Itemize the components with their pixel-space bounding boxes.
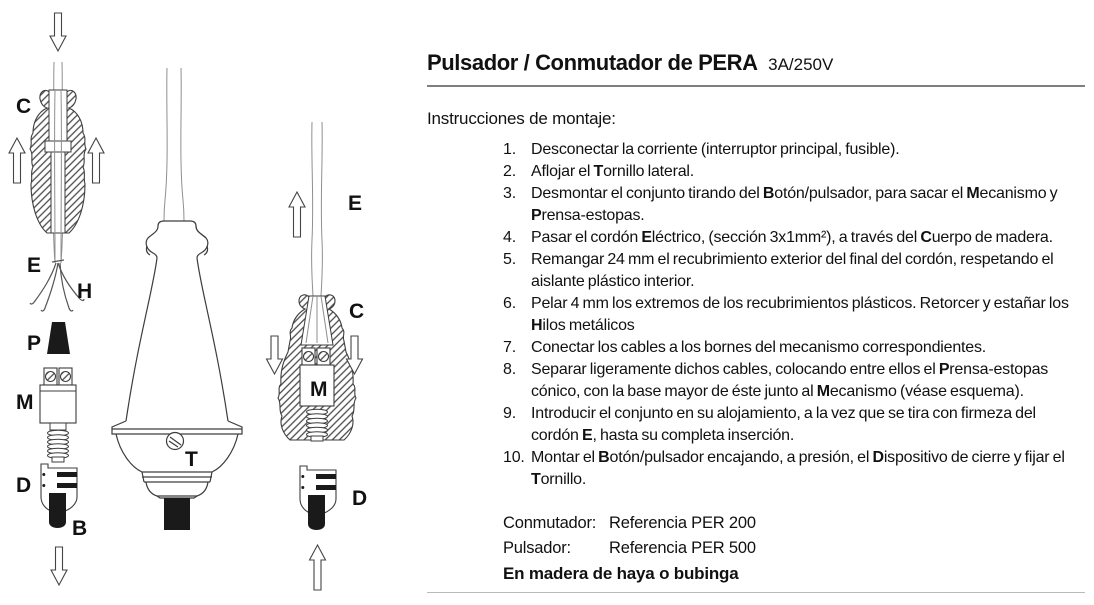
arrow-up-icon xyxy=(88,138,104,183)
arrow-up-icon xyxy=(310,545,326,590)
housing-cross-section xyxy=(278,295,356,441)
terminal-screw xyxy=(44,368,57,385)
page-title-rating: 3A/250V xyxy=(768,55,834,74)
material-note: En madera de haya o bubinga xyxy=(503,564,739,583)
pear-body-center xyxy=(112,68,242,530)
arrow-down-icon xyxy=(50,13,66,51)
reference-label: Conmutador: xyxy=(503,514,597,532)
part-label-mechanism: M xyxy=(310,378,328,401)
threaded-stem xyxy=(307,409,328,441)
exploded-view-left xyxy=(9,13,104,585)
step-number: 1. xyxy=(503,141,516,158)
step-number: 5. xyxy=(503,251,516,268)
step-text: Conectar los cables a los bornes del mecanismo correspondientes. xyxy=(531,339,987,356)
reference-label: Pulsador: xyxy=(503,539,571,557)
title-divider xyxy=(427,85,1085,87)
diagram-panel xyxy=(0,0,420,600)
step-number: 6. xyxy=(503,295,516,312)
part-label-mechanism: M xyxy=(16,391,34,414)
part-label-cap: C xyxy=(349,300,365,323)
step-text: Desmontar el conjunto tirando del Botón/pulsador, para sacar el Mecanismo y Prensa-estopas. xyxy=(531,185,1058,224)
footer-divider xyxy=(427,592,1085,593)
instruction-step xyxy=(503,249,1085,293)
step-number: 2. xyxy=(503,163,516,180)
terminal-screw xyxy=(302,348,315,365)
instruction-step xyxy=(503,161,1085,183)
exploded-view-right xyxy=(267,122,368,590)
cap-cross-section xyxy=(30,90,86,263)
step-text: Separar ligeramente dichos cables, colocando entre ellos el Prensa-estopas cónico, con la base mayor de éste junto al Mecanismo (véase esquema). xyxy=(531,361,1049,400)
content-panel xyxy=(427,0,1087,600)
reference-value: Referencia PER 500 xyxy=(609,539,756,557)
cord-drawing xyxy=(164,68,184,221)
instruction-step xyxy=(503,227,1085,249)
instruction-step xyxy=(503,183,1085,227)
part-label-cord: E xyxy=(348,192,363,215)
terminal-screw xyxy=(59,368,72,385)
title-row xyxy=(427,50,833,76)
step-number: 4. xyxy=(503,229,516,246)
part-label-cone: P xyxy=(27,332,42,355)
instruction-list xyxy=(503,139,1085,491)
arrow-up-icon xyxy=(289,192,305,237)
cap-channel xyxy=(49,90,67,141)
cap-channel-step xyxy=(45,141,71,152)
cord-drawing xyxy=(312,122,323,296)
instruction-step xyxy=(503,359,1085,403)
part-label-device: D xyxy=(16,474,32,497)
terminal-screw xyxy=(317,348,330,365)
step-text: Pasar el cordón Eléctrico, (sección 3x1mm²), a través del Cuerpo de madera. xyxy=(531,229,1053,246)
instructions-heading: Instrucciones de montaje: xyxy=(427,109,616,128)
reference-row xyxy=(503,511,756,536)
step-number: 7. xyxy=(503,339,516,356)
step-text: Introducir el conjunto en su alojamiento, a la vez que se tira con firmeza del cordón E, hasta su completa inserción. xyxy=(531,405,1036,444)
assembly-diagram xyxy=(0,0,420,600)
part-label-wires: H xyxy=(77,280,93,303)
step-number: 3. xyxy=(503,185,516,202)
part-label-cord: E xyxy=(27,254,42,277)
wood-body-outline xyxy=(112,221,242,498)
cap-channel-lower xyxy=(51,152,65,233)
step-text: Montar el Botón/pulsador encajando, a presión, el Dispositivo de cierre y fijar el Tornillo. xyxy=(531,449,1065,488)
arrow-down-icon xyxy=(267,336,283,374)
step-number: 9. xyxy=(503,405,516,422)
step-text: Aflojar el Tornillo lateral. xyxy=(531,163,695,180)
threaded-stem xyxy=(48,430,69,462)
arrow-down-icon xyxy=(51,547,67,585)
part-label-button: B xyxy=(72,517,88,540)
step-number: 8. xyxy=(503,361,516,378)
instruction-step xyxy=(503,139,1085,161)
button-drawing xyxy=(164,498,190,530)
closure-device-drawing xyxy=(300,466,336,530)
reference-row xyxy=(503,536,756,561)
part-label-cap: C xyxy=(16,95,32,118)
reference-list xyxy=(503,511,756,561)
step-text: Pelar 4 mm los extremos de los recubrimientos plásticos. Retorcer y estañar los Hilos metálicos xyxy=(531,295,1069,334)
part-label-device: D xyxy=(352,487,368,510)
step-number: 10. xyxy=(503,449,525,466)
instruction-step xyxy=(503,447,1085,491)
part-label-screw: T xyxy=(185,448,198,471)
page-title: Pulsador / Conmutador de PERA xyxy=(427,50,758,75)
cone-gland-drawing xyxy=(47,322,70,354)
step-text: Remangar 24 mm el recubrimiento exterior del final del cordón, respetando el aislante plástico interior. xyxy=(531,251,1054,290)
instruction-step xyxy=(503,337,1085,359)
instruction-step xyxy=(503,293,1085,337)
mechanism-drawing xyxy=(40,368,76,462)
instruction-step xyxy=(503,403,1085,447)
arrow-up-icon xyxy=(9,138,25,183)
step-text: Desconectar la corriente (interruptor principal, fusible). xyxy=(531,141,900,158)
reference-value: Referencia PER 200 xyxy=(609,514,756,532)
